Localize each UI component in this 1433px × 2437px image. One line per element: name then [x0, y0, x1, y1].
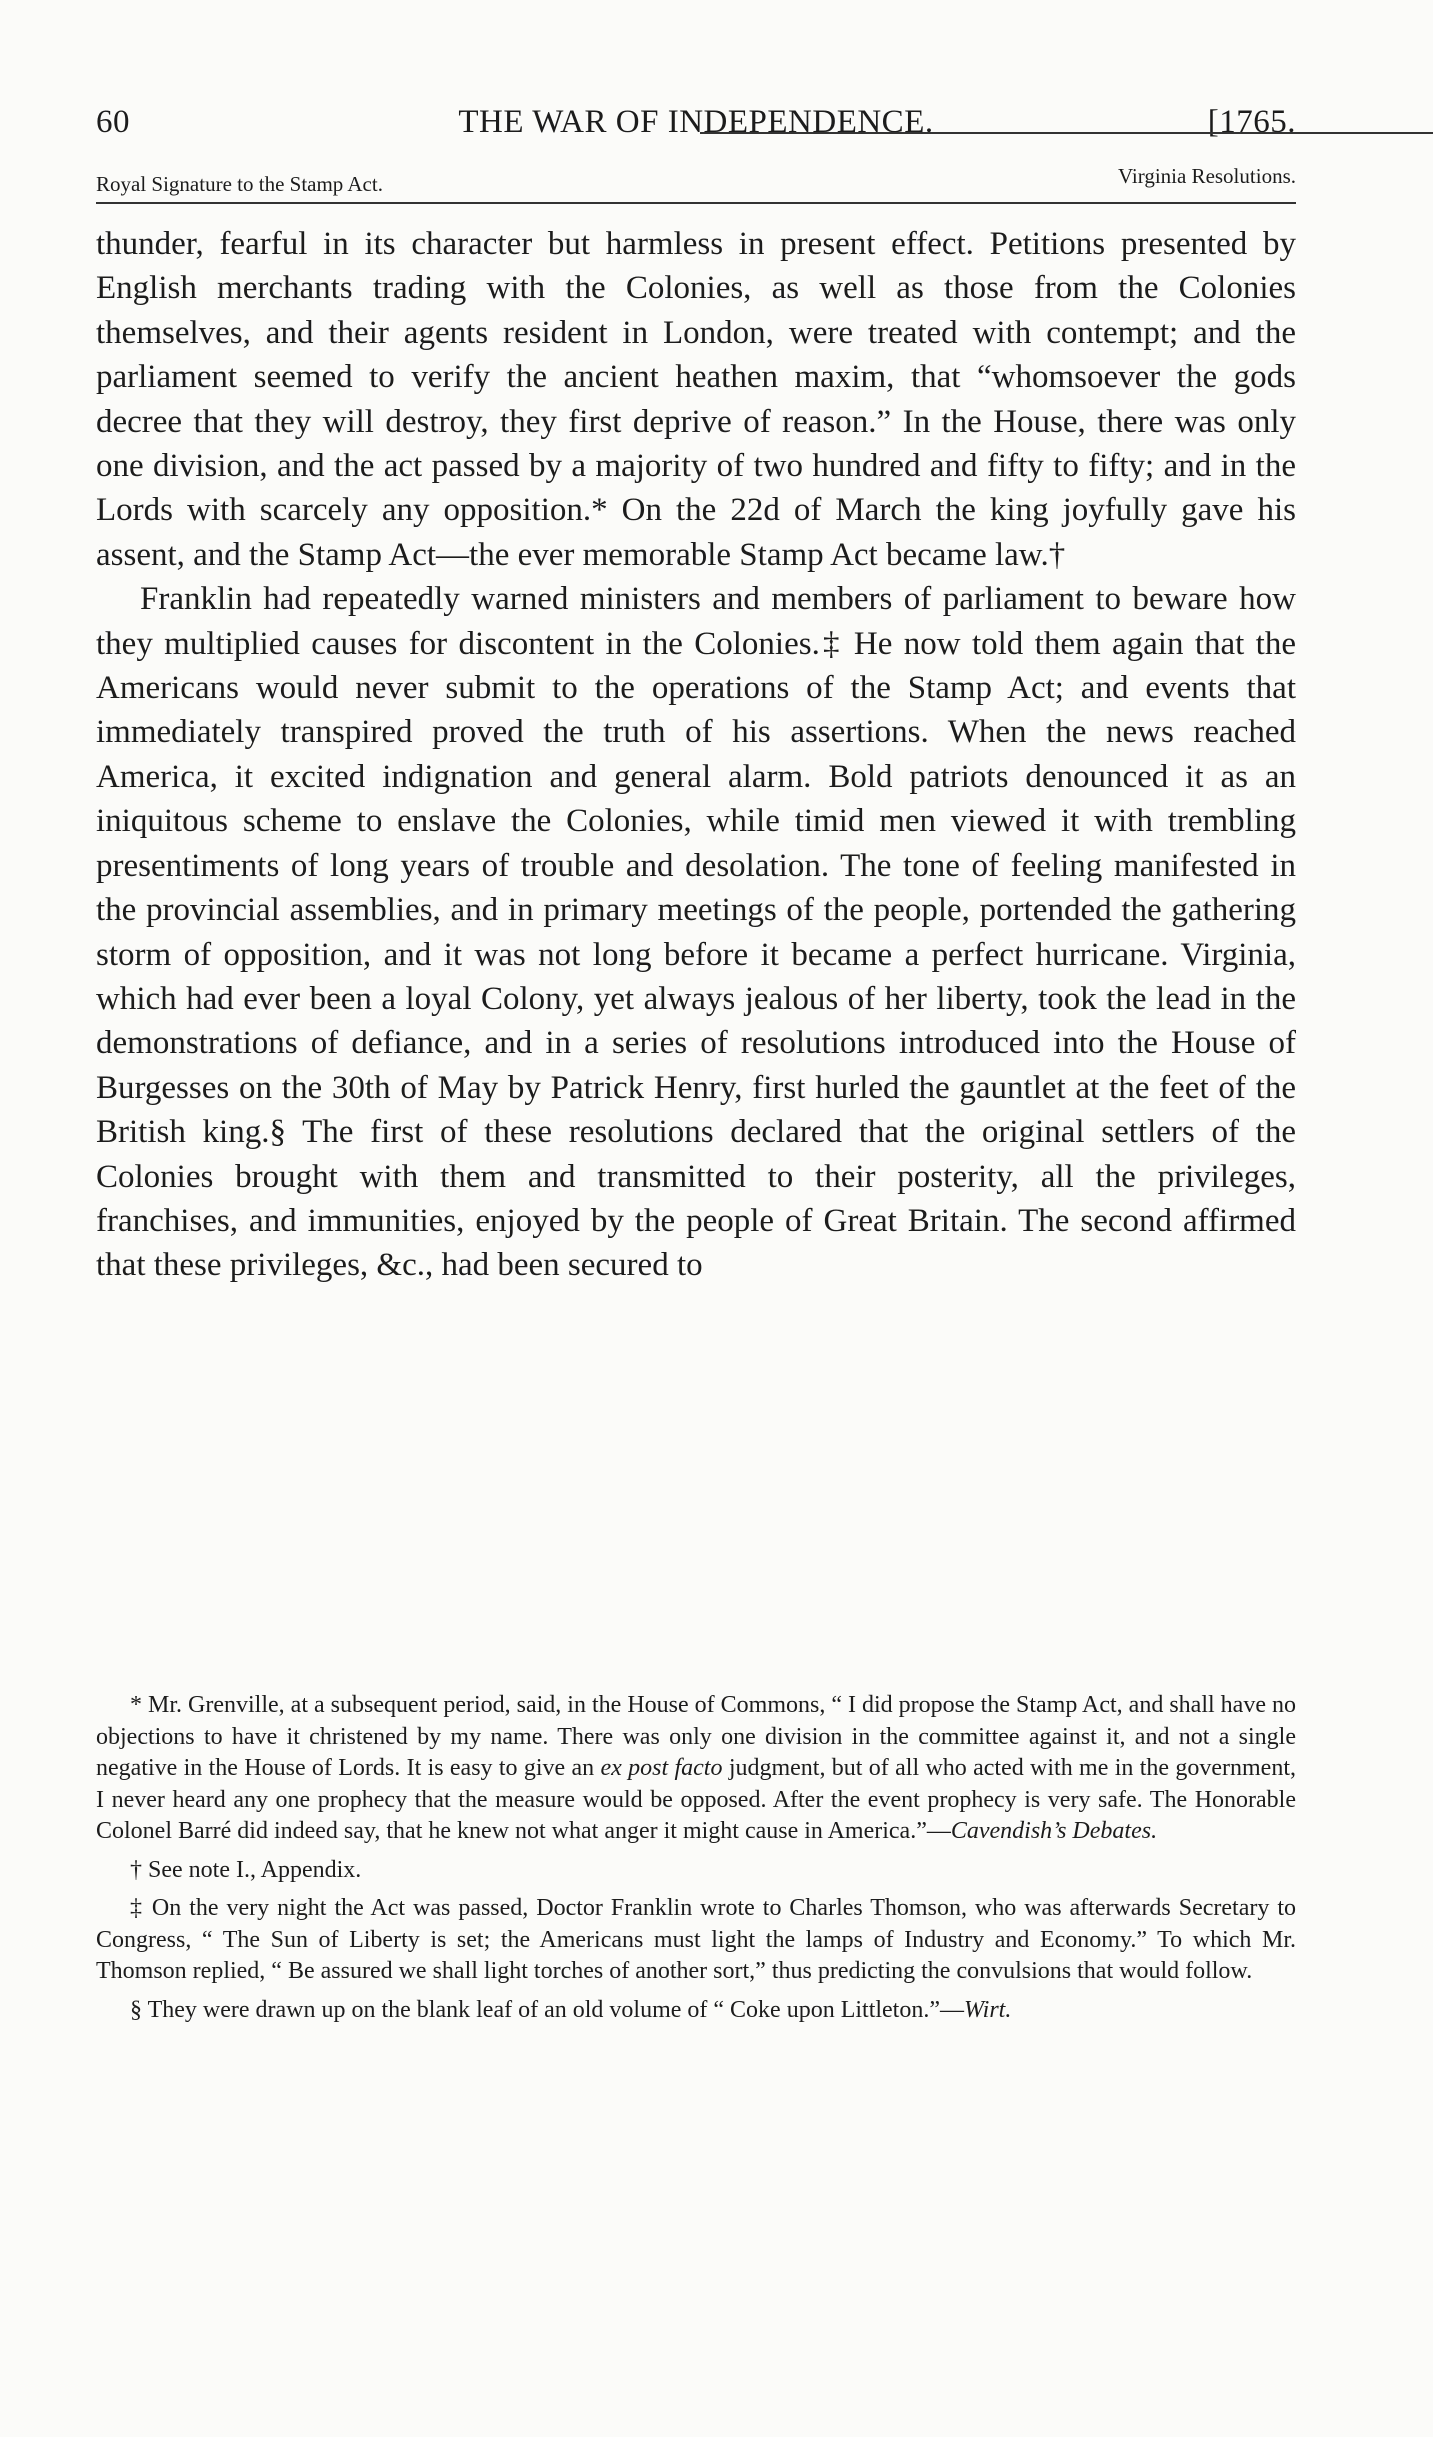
footnote-2: † See note I., Appendix.	[130, 1856, 362, 1883]
running-head	[96, 100, 1296, 144]
running-year: [1765.	[1207, 104, 1296, 140]
footnote-1: * Mr. Grenville, at a subsequent period, said, in the House of Commons, “ I did propose the Stamp Act, and shall have no objections to have it christened by my name. There was only one division in the committee against it, and not a single negative in the House of Lords. It is easy to give an ex post facto judgment, but of all who acted with me in the government, I never heard any one prophecy that the measure would be opposed. After the event prophecy is very safe. The Honorable Colonel Barré did indeed say, that he knew not what anger it might cause in America.”—Cavendish’s Debates.	[96, 1692, 1296, 1844]
footnotes	[96, 1690, 1296, 2033]
subheading-bar	[96, 164, 1296, 204]
page-number: 60	[96, 104, 130, 140]
paragraph-2: Franklin had repeatedly warned ministers and members of parliament to beware how they multiplied causes for discontent in the Colonies.‡ He now told them again that the Americans would never submit to the operations of the Stamp Act; and events that immediately transpired proved the truth of his assertions. When the news reached America, it excited indignation and general alarm. Bold patriots denounced it as an iniquitous scheme to enslave the Colonies, while timid men viewed it with trembling presentiments of long years of trouble and desolation. The tone of feeling manifested in the provincial assemblies, and in primary meetings of the people, portended the gathering storm of opposition, and it was not long before it became a perfect hurricane. Virginia, which had ever been a loyal Colony, yet always jealous of her liberty, took the lead in the demonstrations of defiance, and in a series of resolutions introduced into the House of Burgesses on the 30th of May by Patrick Henry, first hurled the gauntlet at the feet of the British king.§ The first of these resolutions declared that the original settlers of the Colonies brought with them and transmitted to their posterity, all the privileges, franchises, and immunities, enjoyed by the people of Great Britain. The second affirmed that these privileges, &c., had been secured to	[96, 581, 1296, 1284]
running-title: THE WAR OF INDEPENDENCE.	[458, 104, 934, 140]
paragraph-1: thunder, fearful in its character but harmless in present effect. Petitions presented by English merchants trading with the Colonies, as well as those from the Colonies themselves, and their agents resident in London, were treated with contempt; and the parliament seemed to verify the ancient heathen maxim, that “whomsoever the gods decree that they will destroy, they first deprive of reason.” In the House, there was only one division, and the act passed by a majority of two hundred and fifty to fifty; and in the Lords with scarcely any opposition.* On the 22d of March the king joyfully gave his assent, and the Stamp Act—the ever memorable Stamp Act became law.†	[96, 226, 1296, 573]
body-text	[96, 222, 1296, 1288]
footnote-4: § They were drawn up on the blank leaf of an old volume of “ Coke upon Littleton.”—Wirt.	[130, 1996, 1012, 2023]
right-subhead: Virginia Resolutions.	[1117, 164, 1296, 188]
header-rule	[700, 132, 1433, 134]
book-page	[96, 100, 1296, 144]
left-subhead: Royal Signature to the Stamp Act.	[96, 172, 383, 196]
footnote-3: ‡ On the very night the Act was passed, Doctor Franklin wrote to Charles Thomson, who was afterwards Secretary to Congress, “ The Sun of Liberty is set; the Americans must light the lamps of Industry and Economy.” To which Mr. Thomson replied, “ Be assured we shall light torches of another sort,” thus predicting the convulsions that would follow.	[96, 1895, 1296, 1984]
